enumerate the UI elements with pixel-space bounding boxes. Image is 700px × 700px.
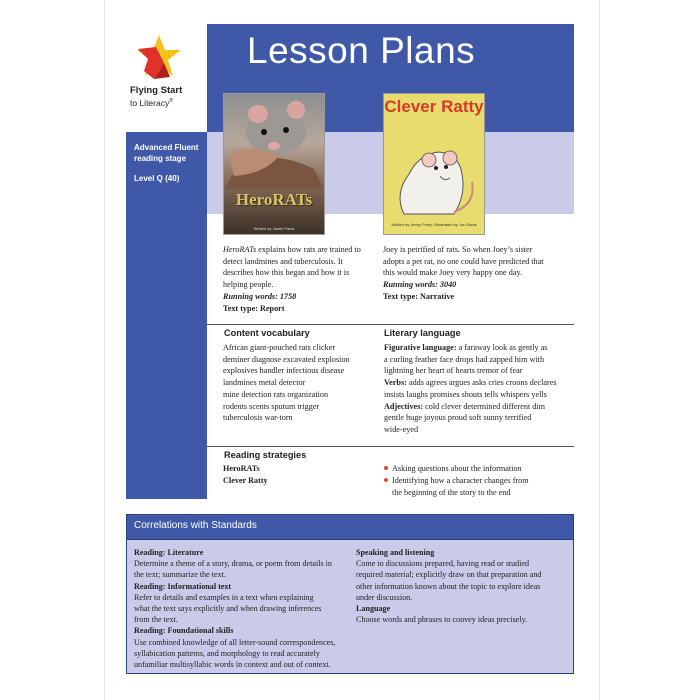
herorats-text-type: Text type: Report	[223, 303, 285, 313]
standard-line: unfamiliar multisyllabic words in context and out of context.	[134, 660, 331, 670]
strategy-bullet-2	[392, 475, 529, 498]
standard-line: other information known about the topic to explore ideas	[356, 581, 541, 591]
cover-title-clever-ratty: Clever Ratty	[384, 97, 484, 116]
verbs-line: insists laughs promises shouts tells whispers yells	[384, 389, 547, 399]
figurative-line: lightning her heart of hearts tremor of fear	[384, 366, 523, 376]
strategy-book-clever-ratty: Clever Ratty	[223, 476, 268, 485]
standard-title: Language	[356, 604, 391, 614]
book-cover-herorats	[223, 93, 325, 235]
sidebar-stage: Advanced Fluent reading stage	[134, 143, 199, 163]
clever-ratty-description-text: Joey is petrified of rats. So when Joey’s sister adopts a pet rat, no one could have predicted that this would make Joey very happy one day.	[383, 245, 544, 278]
standard-line: Determine a theme of a story, drama, or poem from details in	[134, 559, 332, 569]
vocab-line: African giant-pouched rats clicker	[223, 343, 336, 352]
book-cover-clever-ratty	[383, 93, 485, 235]
standard-line: under discussion.	[356, 592, 413, 602]
standard-title: Reading: Literature	[134, 548, 204, 557]
standard-line: Use combined knowledge of all letter-sound correspondences,	[134, 637, 336, 647]
standard-line: Choose words and phrases to convey ideas precisely.	[356, 615, 528, 625]
correlations-right-column	[356, 547, 570, 625]
verbs-label: Verbs:	[384, 378, 407, 388]
bullet-icon	[384, 466, 388, 470]
sidebar-level: Level Q (40)	[134, 174, 180, 183]
standard-title: Reading: Informational text	[134, 581, 232, 591]
strategy-bullet-1: Asking questions about the information	[392, 464, 522, 473]
standard-line: the text; summarize the text.	[134, 570, 226, 580]
standard-line: syllabication patterns, and morphology to read accurately	[134, 648, 320, 658]
clever-ratty-text-type: Text type: Narrative	[383, 291, 455, 301]
book-description-herorats	[223, 244, 373, 314]
logo-line-2: to Literacy	[130, 97, 170, 108]
verbs-line: adds agrees argues asks cries croons declares	[406, 378, 557, 388]
herorats-description-text: explains how rats are trained to detect landmines and tuberculosis. It describes how this began and how it is helping people.	[223, 245, 361, 290]
vocab-line: landmines metal detector	[223, 378, 306, 388]
clever-ratty-running-words: Running words: 3040	[383, 280, 457, 290]
herorats-title-italic: HeroRATs	[223, 245, 257, 254]
vocab-line: deminer diagnose excavated explosion	[223, 354, 350, 364]
adjectives-label: Adjectives:	[384, 401, 424, 411]
adjectives-line: wide-eyed	[384, 424, 419, 434]
vocab-line: tuberculosis war-torn	[223, 413, 293, 423]
figurative-line: a faraway look as gently as	[456, 343, 548, 352]
book-description-clever-ratty	[383, 244, 551, 303]
cover-credit-herorats: Written by Jamie Pauls	[253, 226, 295, 231]
standard-title: Speaking and listening	[356, 548, 435, 557]
figurative-label: Figurative language:	[384, 343, 457, 352]
strategy-bullet-2-line: Identifying how a character changes from	[392, 476, 529, 485]
vocab-line: rodents scents sputum trigger	[223, 401, 320, 411]
standard-line: from the text.	[134, 615, 178, 625]
rat-illustration-icon	[384, 134, 484, 224]
content-vocabulary-list	[223, 342, 378, 424]
strategy-book-herorats: HeroRATs	[223, 464, 260, 473]
adjectives-line: cold clever determined different dim	[423, 401, 546, 411]
standard-title: Reading: Foundational skills	[134, 626, 234, 636]
sidebar	[126, 132, 207, 499]
cover-credit-clever-ratty: Written by Jenny Feely / Illustrated by Jon Davis	[391, 222, 477, 227]
logo-line-1: Flying Start	[130, 85, 183, 96]
logo-wordmark	[130, 85, 182, 109]
strategy-bullet-2-line: the beginning of the story to the end	[392, 487, 511, 497]
page-title: Lesson Plans	[247, 30, 476, 71]
logo-registered-mark: ®	[169, 98, 173, 104]
standard-line: required material; explicitly draw on that preparation and	[356, 570, 542, 580]
standard-line: what the text says explicitly and when drawing inferences	[134, 604, 322, 614]
divider-vocabulary	[207, 324, 574, 325]
figurative-line: a curling feather face drops had zapped him with	[384, 354, 545, 364]
flying-start-logo-icon	[134, 33, 184, 85]
literary-language-heading: Literary language	[384, 328, 461, 338]
cover-title-herorats: HeroRATs	[235, 190, 313, 209]
standard-line: Refer to details and examples in a text when explaining	[134, 592, 314, 602]
rat-photo-icon	[224, 94, 324, 234]
divider-strategies	[207, 446, 574, 447]
standard-line: Come to discussions prepared, having read or studied	[356, 559, 530, 569]
content-vocabulary-heading: Content vocabulary	[224, 328, 310, 338]
correlations-left-column	[134, 547, 349, 670]
adjectives-line: gentle huge joyous proud soft sunny terrified	[384, 413, 532, 423]
vocab-line: mine detection rats organization	[223, 389, 329, 399]
bullet-icon	[384, 478, 388, 482]
vocab-line: explosives handler infectious disease	[223, 366, 345, 376]
correlations-heading: Correlations with Standards	[134, 520, 257, 531]
literary-language-list	[384, 342, 579, 436]
reading-strategies-heading: Reading strategies	[224, 450, 307, 460]
herorats-running-words: Running words: 1758	[223, 291, 297, 301]
